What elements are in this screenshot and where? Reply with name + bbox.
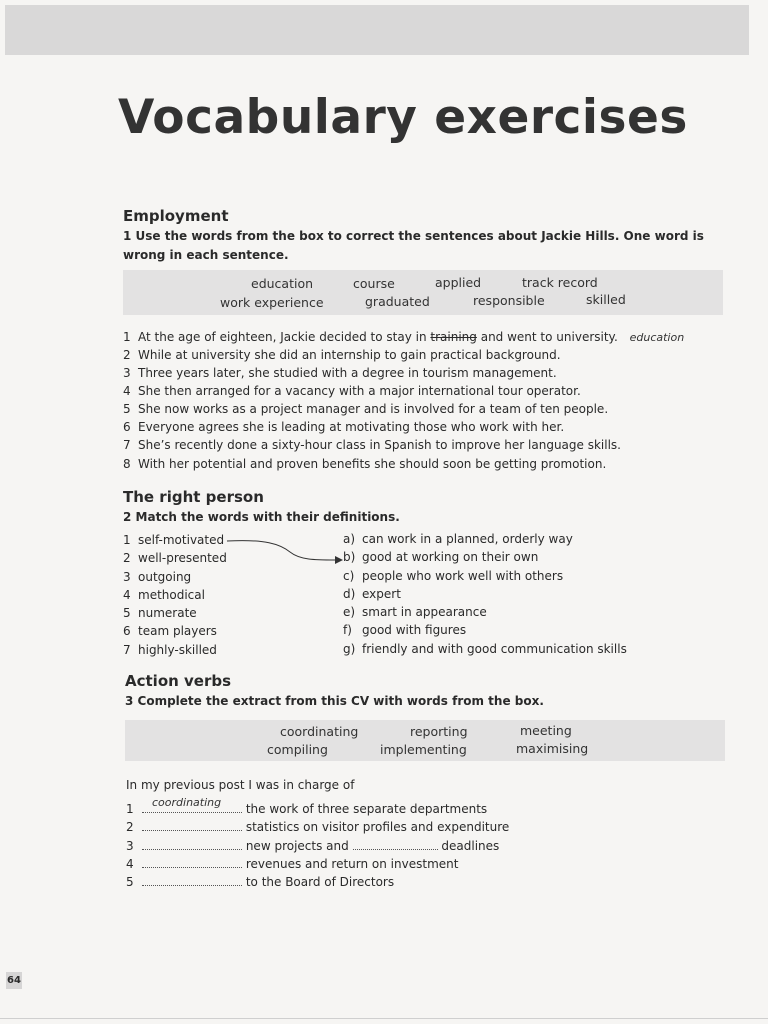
match-word: 6 team players xyxy=(123,624,217,639)
match-word: 2 well-presented xyxy=(123,551,227,566)
box-word: responsible xyxy=(473,293,545,308)
answer-gap[interactable] xyxy=(142,796,242,813)
sentence-row: 4 She then arranged for a vacancy with a major international tour operator. xyxy=(123,384,581,398)
definition: g) friendly and with good communication skills xyxy=(343,641,627,656)
employment-word-box xyxy=(123,270,723,315)
sentence-row: 2 While at university she did an internship to gain practical background. xyxy=(123,348,561,362)
definition: f) good with figures xyxy=(343,623,467,638)
match-word: 5 numerate xyxy=(123,606,197,621)
action-verbs-instruction: 3 Complete the extract from this CV with words from the box. xyxy=(125,694,544,708)
answer-gap[interactable] xyxy=(142,856,242,868)
match-word: 3 outgoing xyxy=(123,569,192,584)
bottom-divider xyxy=(0,1018,768,1019)
page-number: 64 xyxy=(6,972,22,989)
match-word: 4 methodical xyxy=(123,587,205,602)
box-word: graduated xyxy=(365,294,430,309)
employment-instruction: 1 Use the words from the box to correct the sentences about Jackie Hills. One word is wrong in each sentence. xyxy=(123,229,704,262)
cv-item: 5 to the Board of Directors xyxy=(126,875,395,889)
employment-heading: Employment xyxy=(123,207,229,225)
cv-intro: In my previous post I was in charge of xyxy=(126,778,355,792)
box-word: track record xyxy=(522,275,598,290)
match-definitions-list xyxy=(343,530,627,658)
box-word: maximising xyxy=(516,741,589,756)
match-word: 7 highly-skilled xyxy=(123,642,217,657)
definition: a) can work in a planned, orderly way xyxy=(343,532,573,546)
right-person-instruction: 2 Match the words with their definitions. xyxy=(123,510,400,524)
definition: c) people who work well with others xyxy=(343,568,564,583)
handwritten-answer: coordinating xyxy=(152,796,222,809)
box-word: applied xyxy=(435,275,482,290)
box-word: work experience xyxy=(220,295,324,310)
answer-gap[interactable] xyxy=(353,838,438,850)
struck-word: training xyxy=(430,330,477,344)
employment-section xyxy=(123,207,723,265)
box-word: skilled xyxy=(586,292,626,307)
match-word: 1 self-motivated xyxy=(123,533,225,547)
right-person-heading: The right person xyxy=(123,488,264,506)
handwritten-answer: education xyxy=(629,331,685,344)
box-word: coordinating xyxy=(280,724,359,739)
action-verbs-heading: Action verbs xyxy=(125,672,232,690)
sentence-row: 1 At the age of eighteen, Jackie decided to stay in training and went to university. education xyxy=(123,330,685,344)
page-title: Vocabulary exercises xyxy=(118,90,688,145)
box-word: reporting xyxy=(410,724,468,739)
sentence-row: 8 With her potential and proven benefits she should soon be getting promotion. xyxy=(123,457,607,471)
definition: e) smart in appearance xyxy=(343,605,487,620)
answer-gap[interactable] xyxy=(142,874,242,886)
right-person-section xyxy=(123,488,723,527)
sentence-row: 5 She now works as a project manager and is involved for a team of ten people. xyxy=(123,402,609,416)
box-word: compiling xyxy=(267,742,328,757)
definition: d) expert xyxy=(343,586,401,601)
action-verbs-word-box xyxy=(125,720,725,761)
action-verbs-section xyxy=(125,672,725,711)
box-word: meeting xyxy=(520,723,572,738)
sentence-row: 3 Three years later, she studied with a degree in tourism management. xyxy=(123,366,557,380)
cv-item: 2 statistics on visitor profiles and expenditure xyxy=(126,820,510,834)
answer-gap[interactable] xyxy=(142,838,242,850)
box-word: education xyxy=(251,276,314,291)
sentence-row: 6 Everyone agrees she is leading at motivating those who work with her. xyxy=(123,420,565,434)
answer-gap[interactable] xyxy=(142,819,242,831)
sentence-row: 7 She’s recently done a sixty-hour class in Spanish to improve her language skills. xyxy=(123,438,621,452)
box-word: implementing xyxy=(380,742,467,757)
header-band xyxy=(5,5,749,55)
box-word: course xyxy=(353,276,395,291)
match-words-list xyxy=(123,531,227,659)
cv-item: 3 new projects and deadlines xyxy=(126,839,500,853)
cv-item: 4 revenues and return on investment xyxy=(126,857,459,871)
match-arrow xyxy=(225,536,345,568)
definition: b) good at working on their own xyxy=(343,550,539,565)
cv-item: 1 coordinating the work of three separate departments xyxy=(126,796,488,816)
